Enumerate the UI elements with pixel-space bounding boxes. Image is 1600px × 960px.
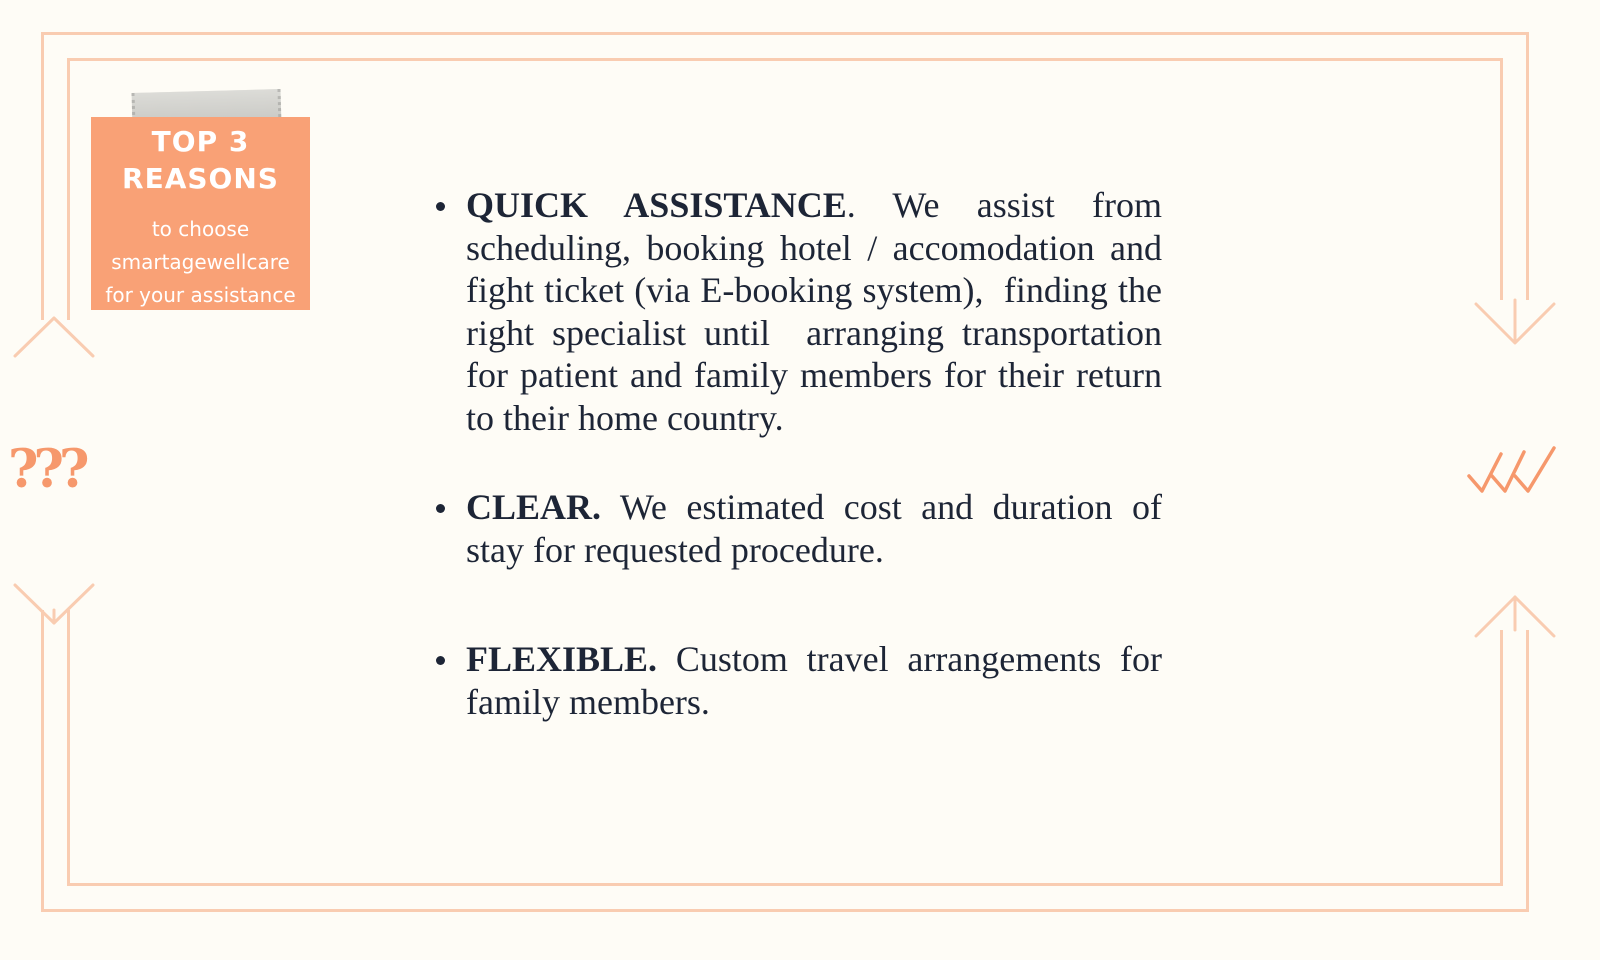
triple-check-icon: [1469, 448, 1554, 491]
reason-title: CLEAR.: [466, 487, 602, 527]
reason-title: FLEXIBLE.: [466, 639, 658, 679]
badge-subtitle: to choose smartagewellcare for your assistance: [105, 217, 296, 307]
reason-text: We estimated cost and duration of stay for requested procedure.: [466, 487, 1162, 570]
reason-title: QUICK ASSISTANCE: [466, 185, 847, 225]
question-marks-icon: ???: [8, 439, 85, 500]
reason-item: [436, 486, 1162, 571]
reasons-list: [436, 184, 1162, 723]
badge-title-line2: REASONS: [122, 162, 279, 195]
reason-text: We assist from scheduling, booking hotel / accomodation and fight ticket (via E-booking system), finding the right specialist until arranging transportation for patient and family members for their return to their home country.: [466, 185, 1162, 438]
reason-item: [436, 184, 1162, 439]
reason-text: Custom travel arrangements for family members.: [466, 639, 1162, 722]
reason-item: [436, 638, 1162, 723]
badge-title-line1: TOP 3: [151, 125, 250, 158]
bullet-icon: [436, 656, 445, 665]
chevron-up-icon: [15, 318, 93, 356]
reason-title-suffix: .: [846, 185, 856, 225]
reasons-badge: [91, 117, 310, 310]
bullet-icon: [436, 202, 445, 211]
bullet-icon: [436, 504, 445, 513]
